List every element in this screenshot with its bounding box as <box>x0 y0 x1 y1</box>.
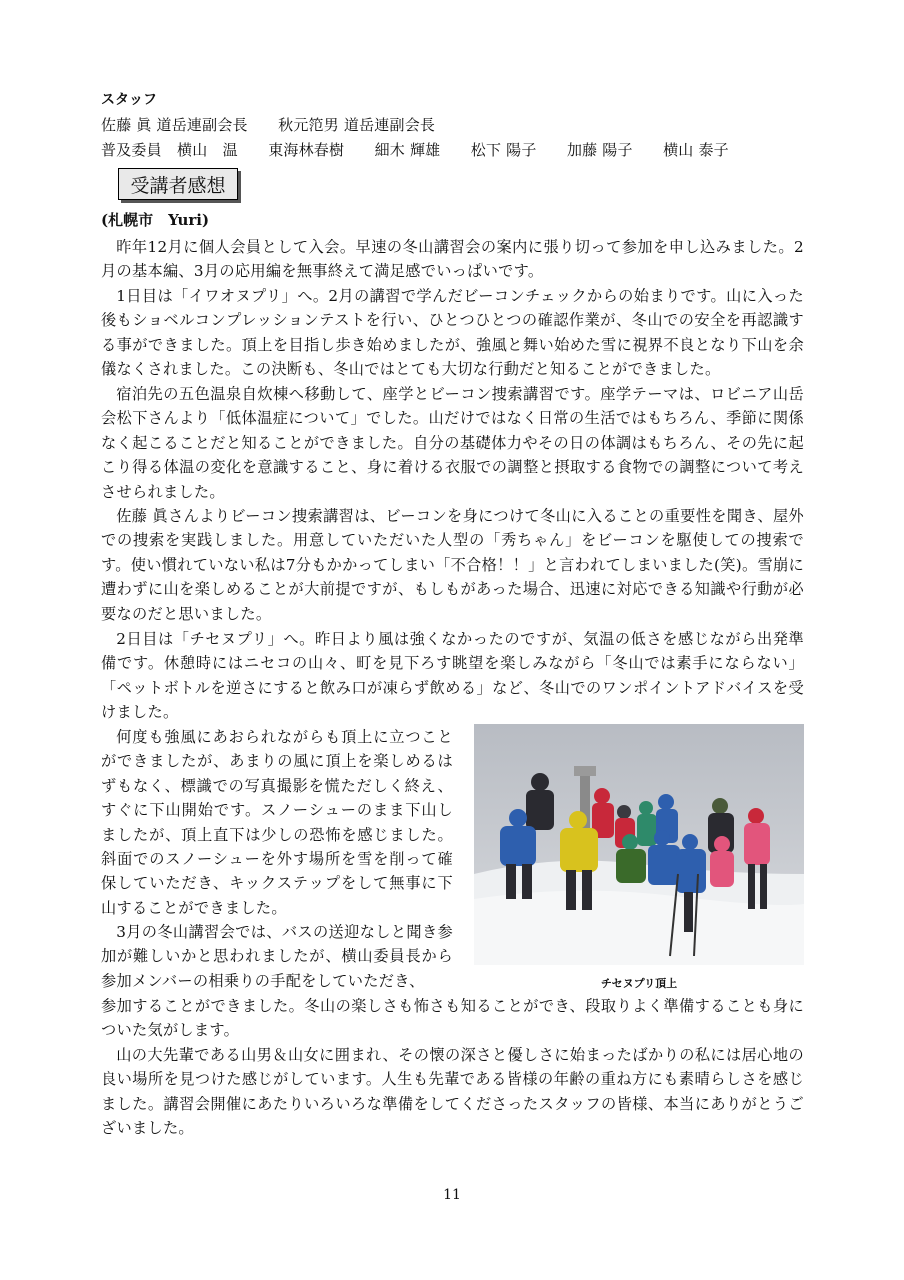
summit-group-photo <box>474 724 804 965</box>
staff-line-committee: 普及委員 横山 温 東海林春樹 細木 輝雄 松下 陽子 加藤 陽子 横山 泰子 <box>101 141 729 159</box>
paragraph-5: 2日目は「チセヌプリ」へ。昨日より風は強くなかったのですが、気温の低さを感じながら出発準備です。休憩時にはニセコの山々、町を見下ろす眺望を楽しみながら「冬山では素手にならない」「ペットボトルを逆さにすると飲み口が凍らず飲める」など、冬山でのワンポイントアドバイスを受けました。 <box>101 630 804 722</box>
paragraph-7: 3月の冬山講習会では、バスの送迎なしと聞き参加が難しいかと思われましたが、横山委員長から参加メンバーの相乗りの手配をしていただき、 <box>101 923 453 990</box>
summit-photo-illustration <box>474 724 804 965</box>
paragraph-8: 山の大先輩である山男＆山女に囲まれ、その懐の深さと優しさに始まったばかりの私には居心地の良い場所を見つけた感じがしています。人生も先輩である皆様の年齢の重ね方にも素晴らしさを感じました。講習会開催にあたりいろいろな準備をしてくださったスタッフの皆様、本当にありがとうございました。 <box>101 1046 804 1138</box>
page-number: 11 <box>443 1187 461 1203</box>
section-title: 受講者感想 <box>130 174 226 197</box>
paragraph-3: 宿泊先の五色温泉自炊棟へ移動して、座学とビーコン捜索講習です。座学テーマは、ロビニア山岳会松下さんより「低体温症について」でした。山だけではなく日常の生活ではもちろん、季節に関係なく起こることだと知ることができました。自分の基礎体力やその日の体調はもちろん、その先に起こり得る体温の変化を意識すること、身に着ける衣服での調整と摂取する食物での調整について考えさせられました。 <box>101 385 804 501</box>
author-label: (札幌市 Yuri) <box>101 211 210 229</box>
paragraph-7-continued: 参加することができました。冬山の楽しさも怖さも知ることができ、段取りよく準備することも身についた気がします。 <box>101 997 804 1040</box>
staff-heading: スタッフ <box>101 92 157 108</box>
photo-caption: チセヌプリ頂上 <box>600 977 678 990</box>
paragraph-1: 昨年12月に個人会員として入会。早速の冬山講習会の案内に張り切って参加を申し込みました。2月の基本編、3月の応用編を無事終えて満足感でいっぱいです。 <box>101 238 804 281</box>
paragraph-4: 佐藤 眞さんよりビーコン捜索講習は、ビーコンを身につけて冬山に入ることの重要性を聞き、屋外での捜索を実践しました。用意していただいた人型の「秀ちゃん」をビーコンを駆使しての捜索です。使い慣れていない私は7分もかかってしまい「不合格！！」と言われてしまいました(笑)。雪崩に遭わずに山を楽しめることが大前提ですが、もしもがあった場合、迅速に対応できる知識や行動が必要なのだと思いました。 <box>101 507 804 623</box>
paragraph-6: 何度も強風にあおられながらも頂上に立つことができましたが、あまりの風に頂上を楽しめるはずもなく、標識での写真撮影を慌ただしく終え、すぐに下山開始です。スノーシューのまま下山しましたが、頂上直下は少しの恐怖を感じました。斜面でのスノーシューを外す場所を雪を削って確保していただき、キックステップをして無事に下山することができました。 <box>101 728 453 917</box>
staff-line-officers: 佐藤 眞 道岳連副会長 秋元笵男 道岳連副会長 <box>101 116 436 134</box>
section-title-box <box>118 168 238 200</box>
paragraph-2: 1日目は「イワオヌプリ」へ。2月の講習で学んだビーコンチェックからの始まりです。山に入った後もショベルコンプレッションテストを行い、ひとつひとつの確認作業が、冬山での安全を再認識する事ができました。頂上を目指し歩き始めましたが、強風と舞い始めた雪に視界不良となり下山を余儀なくされました。この決断も、冬山ではとても大切な行動だと知ることができました。 <box>101 287 804 379</box>
